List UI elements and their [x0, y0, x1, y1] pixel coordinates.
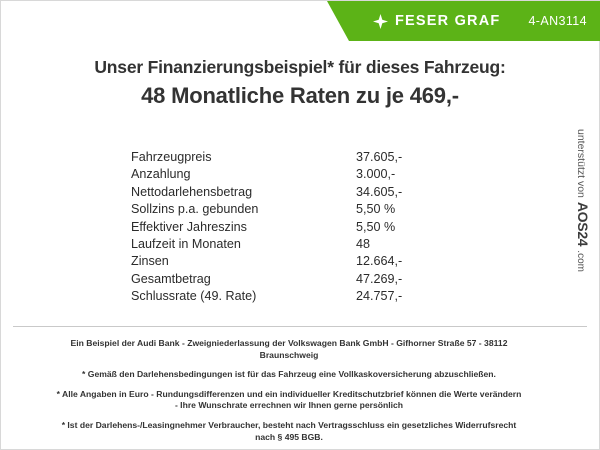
row-label: Sollzins p.a. gebunden [131, 202, 259, 217]
footer-line-5: * Ist der Darlehens-/Leasingnehmer Verbraucher, besteht nach Vertragsschluss ein gesetzliches Widerrufsrecht [61, 419, 517, 430]
stock-number: 4-AN3114 [528, 14, 587, 28]
footer-line-2: * Gemäß den Darlehensbedingungen ist für das Fahrzeug eine Vollkaskoversicherung abzuschließen. [82, 369, 496, 380]
row-value: 5,50 % [356, 202, 396, 217]
row-label: Schlussrate (49. Rate) [131, 289, 257, 304]
row-value: 48 [356, 237, 371, 252]
cross-diamond-icon [373, 14, 388, 29]
table-row [131, 166, 599, 183]
row-value: 34.605,- [356, 184, 403, 199]
page-subtitle: 48 Monatliche Raten zu je 469,- [141, 83, 459, 108]
row-label: Zinsen [131, 254, 169, 269]
row-label: Fahrzeugpreis [131, 150, 212, 164]
partner-domain: .com [575, 250, 586, 272]
footer-line-4: - Ihre Wunschrate errechnen wir Ihnen gerne persönlich [174, 400, 404, 411]
finance-table [1, 149, 599, 306]
row-value: 47.269,- [356, 271, 403, 286]
legal-footer [31, 338, 547, 443]
page-header [1, 1, 599, 41]
row-value: 24.757,- [356, 289, 403, 304]
table-row [131, 219, 599, 236]
table-row [131, 236, 599, 253]
table-row [131, 201, 599, 218]
page-title: Unser Finanzierungsbeispiel* für dieses Fahrzeug: [94, 57, 506, 77]
row-value: 3.000,- [356, 167, 396, 182]
row-label: Gesamtbetrag [131, 271, 211, 286]
title-block [1, 57, 599, 109]
supported-by-label: unterstützt von [575, 129, 587, 198]
footer-line-1b: Braunschweig [259, 349, 319, 360]
table-row [131, 149, 599, 166]
table-row [131, 288, 599, 305]
footer-line-3: * Alle Angaben in Euro - Rundungsdifferenzen und ein individueller Kreditschutzbrief können die Werte verändern [56, 388, 522, 399]
footer-line-6: nach § 495 BGB. [255, 431, 323, 442]
row-label: Anzahlung [131, 167, 191, 182]
dealer-logo [373, 1, 500, 41]
table-row [131, 253, 599, 270]
table-row [131, 184, 599, 201]
table-row [131, 271, 599, 288]
row-label: Effektiver Jahreszins [131, 219, 247, 234]
row-label: Laufzeit in Monaten [131, 237, 241, 252]
row-value: 5,50 % [356, 219, 396, 234]
row-label: Nettodarlehensbetrag [131, 184, 253, 199]
row-value: 12.664,- [356, 254, 403, 269]
partner-credit [573, 129, 597, 319]
divider [13, 326, 587, 327]
row-value: 37.605,- [356, 150, 403, 164]
footer-line-1: Ein Beispiel der Audi Bank - Zweigniederlassung der Volkswagen Bank GmbH - Gifhorner Straße 57 - 38112 [70, 338, 508, 348]
dealer-name: FESER GRAF [395, 13, 501, 29]
partner-brand: AOS24 [575, 201, 591, 247]
